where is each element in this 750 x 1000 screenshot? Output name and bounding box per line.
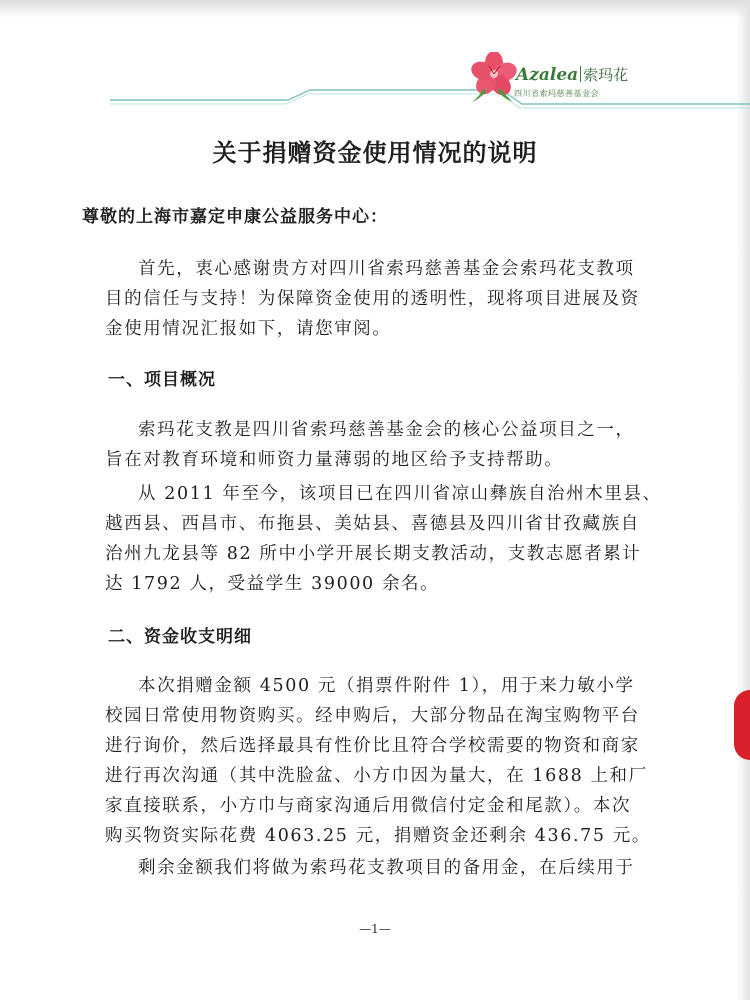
- salutation: 尊敬的上海市嘉定申康公益服务中心：: [82, 207, 388, 227]
- body-line: 治州九龙县等 82 所中小学开展长期支教活动，支教志愿者累计: [105, 544, 642, 564]
- brand-name-en: Azalea: [516, 65, 579, 85]
- brand-separator: [580, 66, 581, 82]
- intro-line: 首先，衷心感谢贵方对四川省索玛慈善基金会索玛花支教项: [138, 259, 635, 279]
- body-line: 进行再次沟通（其中洗脸盆、小方巾因为量大，在 1688 上和厂: [105, 766, 648, 786]
- scan-shadow-top: [0, 0, 750, 18]
- intro-line: 目的信任与支持！为保障资金使用的透明性，现将项目进展及资: [105, 289, 640, 309]
- body-line: 索玛花支教是四川省索玛慈善基金会的核心公益项目之一，: [138, 420, 635, 440]
- body-line: 越西县、西昌市、布拖县、美姑县、喜德县及四川省甘孜藏族自: [105, 514, 640, 534]
- header-rule: [110, 58, 750, 118]
- brand-name-cn: 索玛花: [583, 66, 629, 84]
- body-line: 本次捐赠金额 4500 元（捐票件附件 1），用于来力敏小学: [138, 676, 635, 696]
- section-heading-funds: 二、资金收支明细: [108, 627, 252, 647]
- foundation-logo: [468, 52, 648, 108]
- page-number: —1—: [359, 922, 391, 936]
- brand-subtitle: 四川省索玛慈善基金会: [514, 89, 599, 98]
- body-line: 从 2011 年至今，该项目已在四川省凉山彝族自治州木里县、: [138, 484, 662, 504]
- intro-line: 金使用情况汇报如下，请您审阅。: [105, 319, 392, 339]
- red-stamp-edge: [734, 690, 750, 760]
- body-line: 校园日常使用物资购买。经申购后，大部分物品在淘宝购物平台: [105, 706, 640, 726]
- body-line: 进行询价，然后选择最具有性价比且符合学校需要的物资和商家: [105, 736, 640, 756]
- section-heading-overview: 一、项目概况: [108, 370, 216, 390]
- brand-name: [516, 64, 628, 85]
- body-line: 剩余金额我们将做为索玛花支教项目的备用金，在后续用于: [138, 858, 635, 878]
- body-line: 家直接联系，小方巾与商家沟通后用微信付定金和尾款）。本次: [105, 796, 632, 816]
- body-line: 购买物资实际花费 4063.25 元，捐赠资金还剩余 436.75 元。: [105, 826, 651, 846]
- body-line: 旨在对教育环境和师资力量薄弱的地区给予支持帮助。: [105, 450, 564, 470]
- body-line: 达 1792 人，受益学生 39000 余名。: [105, 574, 440, 594]
- document-title: 关于捐赠资金使用情况的说明: [212, 139, 538, 167]
